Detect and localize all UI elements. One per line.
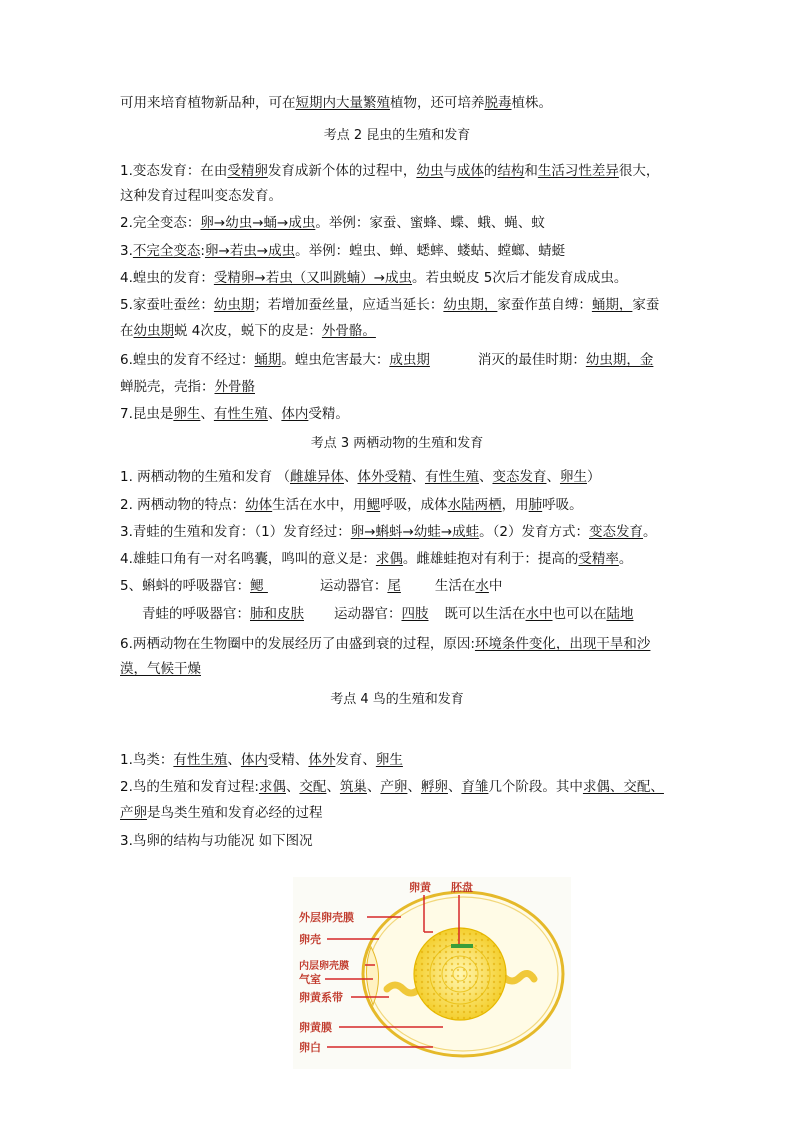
text-line-q6b: 漠，气候干燥 (120, 661, 201, 677)
label-air-cell: 气室 (299, 973, 321, 986)
text-line-r1: 1.鸟类：有性生殖、体内受精、体外发育、卵生 (120, 752, 403, 768)
section-heading-4: 考点 4 鸟的生殖和发育 (330, 692, 464, 707)
text-line-r3: 3.鸟卵的结构与功能况 如下图况 (120, 833, 313, 849)
text-line-intro: 可用来培育植物新品种，可在短期内大量繁殖植物，还可培养脱毒植株。 (120, 95, 552, 111)
text-line-q5a: 5、蝌蚪的呼吸器官：鳃 运动器官：尾 生活在水中 (120, 578, 503, 594)
section-heading-3: 考点 3 两栖动物的生殖和发育 (310, 436, 484, 451)
text-line-q2: 2. 两栖动物的特点：幼体生活在水中，用鳃呼吸，成体水陆两栖，用肺呼吸。 (120, 497, 583, 513)
text-line-2: 2.完全变态：卵→幼虫→蛹→成虫。举例：家蚕、蜜蜂、蝶、蛾、蝇、蚊 (120, 215, 545, 231)
section-heading-2: 考点 2 昆虫的生殖和发育 (323, 128, 471, 143)
text-line-4: 4.蝗虫的发育：受精卵→若虫（又叫跳蝻）→成虫。若虫蜕皮 5次后才能发育成成虫。 (120, 270, 628, 286)
label-yolk-membrane: 卵黄膜 (299, 1021, 332, 1034)
text-line-r2b: 产卵是鸟类生殖和发育必经的过程 (120, 805, 323, 821)
text-line-6a: 6.蝗虫的发育不经过：蛹期。蝗虫危害最大：成虫期 消灭的最佳时期：幼虫期，金 (120, 352, 654, 368)
egg-structure-diagram (293, 877, 571, 1069)
text-line-1a: 1.变态发育：在由受精卵发育成新个体的过程中，幼虫与成体的结构和生活习性差异很大， (120, 163, 660, 179)
text-line-r2a: 2.鸟的生殖和发育过程:求偶、交配、筑巢、产卵、孵卵、育雏几个阶段。其中求偶、交配、 (120, 779, 664, 795)
label-chalaza: 卵黄系带 (299, 991, 343, 1004)
text-line-q6a: 6.两栖动物在生物圈中的发展经历了由盛到衰的过程，原因:环境条件变化，出现干旱和沙 (120, 636, 651, 652)
label-shell: 卵壳 (299, 933, 321, 946)
yolk-texture (414, 928, 506, 1020)
text-line-5b: 在幼虫期蜕 4次皮，蜕下的皮是：外骨骼。 (120, 323, 376, 339)
text-line-q4: 4.雄蛙口角有一对名鸣囊，鸣叫的意义是：求偶。雌雄蛙抱对有利于：提高的受精率。 (120, 551, 633, 567)
text-line-7: 7.昆虫是卵生、有性生殖、体内受精。 (120, 406, 349, 422)
germinal-disc-shape (451, 944, 473, 948)
egg-diagram-svg (293, 877, 571, 1069)
text-line-1b: 这种发育过程叫变态发育。 (120, 188, 282, 204)
label-inner-membrane: 内层卵壳膜 (299, 961, 349, 972)
text-line-3: 3.不完全变态:卵→若虫→成虫。举例：蝗虫、蝉、蟋蟀、蝼蛄、螳螂、蜻蜓 (120, 243, 566, 259)
text-line-q5b: 青蛙的呼吸器官：肺和皮肤 运动器官：四肢 既可以生活在水中也可以在陆地 (142, 606, 634, 622)
label-yolk: 卵黄 (409, 881, 431, 894)
text-line-q3: 3.青蛙的生殖和发育：（1）发育经过：卵→蝌蚪→幼蛙→成蛙。（2）发育方式：变态发育。 (120, 524, 657, 540)
text-line-q1: 1. 两栖动物的生殖和发育 （雌雄异体、体外受精、有性生殖、变态发育、卵生） (120, 469, 601, 485)
text-line-5a: 5.家蚕吐蚕丝：幼虫期；若增加蚕丝量，应适当延长：幼虫期，家蚕作茧自缚：蛹期，家蚕 (120, 297, 660, 313)
label-albumen: 卵白 (299, 1041, 321, 1054)
text-line-6b: 蝉脱壳，壳指：外骨骼 (120, 379, 255, 395)
label-disc: 胚盘 (451, 881, 473, 894)
label-outer-membrane: 外层卵壳膜 (299, 911, 354, 924)
